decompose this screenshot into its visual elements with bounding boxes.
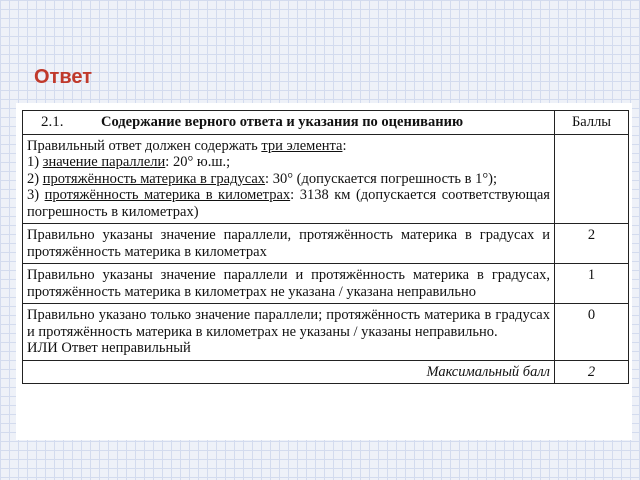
header-content-cell [23,111,555,135]
table-row [23,304,629,361]
header-title: Содержание верного ответа и указания по оцениванию [101,114,464,130]
criterion-score: 2 [555,224,629,264]
grading-table [22,110,629,384]
item-2-value: : 30° (допускается погрешность в 1°); [265,170,498,187]
table-header-row [23,111,629,135]
criterion-alt-text: ИЛИ Ответ неправильный [27,340,191,356]
answer-intro-text: Правильный ответ должен содержать [27,137,262,154]
max-score-row [23,360,629,384]
item-1-label: значение параллели [42,154,166,170]
criterion-text: Правильно указаны значение параллели и протяжённость материка в градусах, протяжённость материка в километрах не указана / указана неправильно [23,264,555,304]
answer-item-1 [27,154,550,171]
answer-intro [27,138,550,155]
criterion-cell [23,304,555,361]
item-1-value: : 20° ю.ш.; [165,154,231,170]
max-score-label: Максимальный балл [23,360,555,384]
item-3-value: : 3138 км (допускается соответствующая погрешность в километрах) [27,187,550,220]
answer-row [23,134,629,224]
criterion-text: Правильно указаны значение параллели, протяжённость материка в градусах и протяжённость материка в километрах [23,224,555,264]
item-3-label: протяжённость материка в километрах [44,187,291,203]
criterion-text: Правильно указано только значение параллели; протяжённость материка в градусах и протяжённость материка в километрах не указаны / указаны неправильно. [27,307,550,340]
item-2-number: 2) [27,170,43,187]
answer-item-2 [27,171,550,188]
item-2-label: протяжённость материка в градусах [42,170,266,187]
criterion-score: 0 [555,304,629,361]
answer-content [23,134,555,224]
slide-title: Ответ [34,66,93,88]
item-1-number: 1) [27,154,43,170]
answer-item-3 [27,187,550,220]
answer-intro-colon: : [342,137,347,154]
table-row [23,224,629,264]
criterion-score: 1 [555,264,629,304]
answer-intro-underlined: три элемента [261,137,343,154]
item-3-number: 3) [27,187,45,203]
max-score-value: 2 [555,360,629,384]
table-row [23,264,629,304]
task-number: 2.1. [41,114,64,130]
answer-score-empty [555,134,629,224]
header-points: Баллы [555,111,629,135]
